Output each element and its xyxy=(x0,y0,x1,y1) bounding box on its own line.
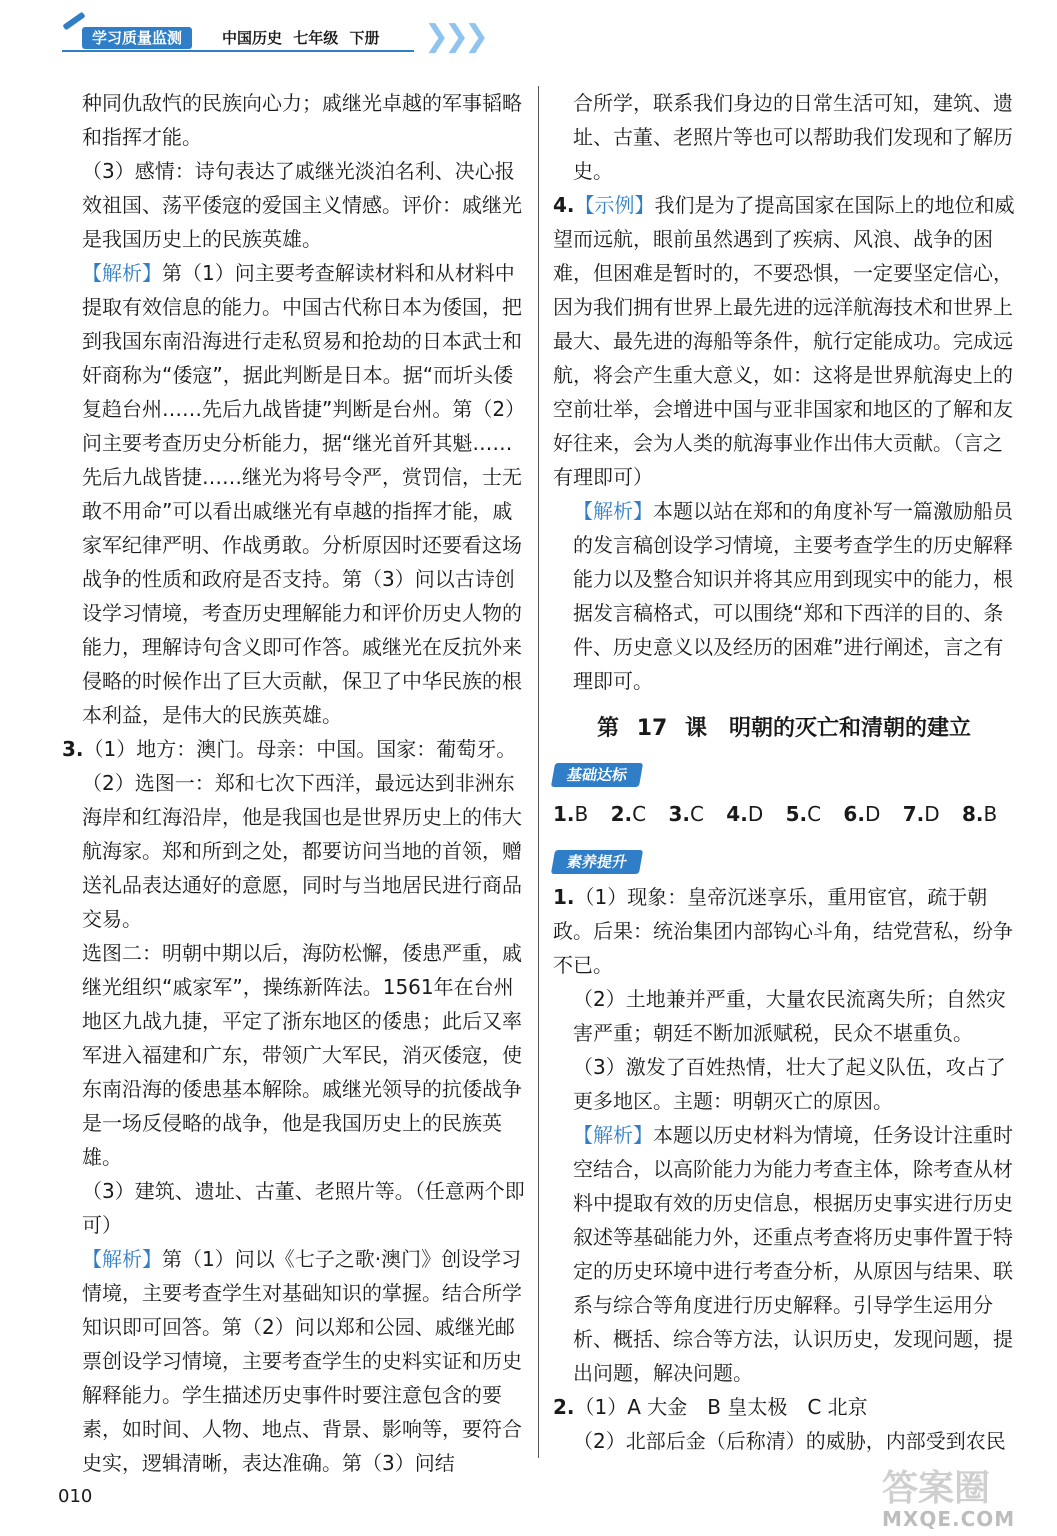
question-3-answer xyxy=(62,732,527,766)
mc-item: 4.D xyxy=(726,802,764,826)
answer-text: （3）激发了百姓热情，壮大了起义队伍，攻占了更多地区。主题：明朝灭亡的原因。 xyxy=(573,1055,1006,1113)
watermark-title: 答案圈 xyxy=(882,1468,991,1509)
column-divider xyxy=(538,86,539,1458)
answer-text: 选图二：明朝中期以后，海防松懈，倭患严重，戚继光组织“戚家军”，操练新阵法。1561年在台州地区九战九捷，平定了浙东地区的倭患；此后又率军进入福建和广东，带领广大军民，消灭倭寇，使东南沿海的倭患基本解除。戚继光领导的抗倭战争是一场反侵略的战争，他是我国历史上的民族英雄。 xyxy=(82,941,522,1169)
mc-item: 5.C xyxy=(785,802,822,826)
analysis-block xyxy=(553,1118,1015,1390)
analysis-block xyxy=(62,1242,527,1480)
example-tag: 【示例】 xyxy=(574,193,655,217)
mc-item: 7.D xyxy=(902,802,940,826)
lesson-title: 第 17 课 明朝的灭亡和清朝的建立 xyxy=(597,716,971,741)
series-badge: 学习质量监测 xyxy=(82,27,192,49)
answer-text: （1）地方：澳门。母亲：中国。国家：葡萄牙。 xyxy=(83,737,517,761)
answer-text: 合所学，联系我们身边的日常生活可知，建筑、遗址、古董、老照片等也可以帮助我们发现和了解历史。 xyxy=(573,91,1013,183)
question-number: 2. xyxy=(553,1395,575,1419)
answer-text: 种同仇敌忾的民族向心力；戚继光卓越的军事韬略和指挥才能。 xyxy=(82,91,522,149)
mc-item: 3.C xyxy=(668,802,704,826)
watermark-logo xyxy=(882,1470,1032,1530)
advanced-question-1 xyxy=(553,880,1015,982)
page-number: 010 xyxy=(58,1486,93,1507)
left-column xyxy=(62,86,527,1480)
question-number: 4. xyxy=(553,193,575,217)
question-number: 1. xyxy=(553,885,575,909)
watermark-url: MXQE.COM xyxy=(882,1507,1016,1531)
advanced-question-2 xyxy=(553,1390,1015,1424)
question-4-answer xyxy=(553,188,1015,494)
multiple-choice-answers xyxy=(553,797,1015,831)
answer-text: （3）感情：诗句表达了戚继光淡泊名利、决心报效祖国、荡平倭寇的爱国主义情感。评价：戚继光是我国历史上的民族英雄。 xyxy=(82,159,522,251)
analysis-tag: 【解析】 xyxy=(82,261,162,285)
question-number: 3. xyxy=(62,737,84,761)
answer-text: （2）北部后金（后称清）的威胁，内部受到农民 xyxy=(573,1429,1006,1453)
volume: 下册 xyxy=(349,29,380,47)
chevron-right-icon: ❯ xyxy=(424,19,450,54)
grade: 七年级 xyxy=(293,29,339,47)
mc-item: 2.C xyxy=(610,802,647,826)
answer-text: （1）A 大金 B 皇太极 C 北京 xyxy=(574,1395,868,1419)
book-info xyxy=(222,27,380,49)
chevron-right-icon: ❯ xyxy=(444,19,470,54)
analysis-text: 第（1）问以《七子之歌·澳门》创设学习情境，主要考查学生对基础知识的掌握。结合所学知识即可回答。第（2）问以郑和公园、戚继光邮票创设学习情境，主要考查学生的史料实证和历史解释能力。学生描述历史事件时要注意包含的要素，如时间、人物、地点、背景、影响等，要符合史实，逻辑清晰，表达准确。第（3）问结 xyxy=(82,1247,522,1475)
answer-text: 我们是为了提高国家在国际上的地位和威望而远航，眼前虽然遇到了疾病、风浪、战争的困难，但困难是暂时的，不要恐惧，一定要坚定信心，因为我们拥有世界上最先进的远洋航海技术和世界上最大、最先进的海船等条件，航行定能成功。完成远航，将会产生重大意义，如：这将是世界航海史上的空前壮举，会增进中国与亚非国家和地区的了解和友好往来，会为人类的航海事业作出伟大贡献。（言之有理即可） xyxy=(553,193,1015,489)
analysis-text: 本题以站在郑和的角度补写一篇激励船员的发言稿创设学习情境，主要考查学生的历史解释能力以及整合知识并将其应用到现实中的能力，根据发言稿格式，可以围绕“郑和下西洋的目的、条件、历史意义以及经历的困难”进行阐述，言之有理即可。 xyxy=(573,499,1013,693)
answer-text: （3）建筑、遗址、古董、老照片等。（任意两个即可） xyxy=(82,1179,525,1237)
section-badge-advanced: 素养提升 xyxy=(551,850,643,874)
mc-item: 1.B xyxy=(553,802,589,826)
subject: 中国历史 xyxy=(222,29,283,47)
analysis-text: 第（1）问主要考查解读材料和从材料中提取有效信息的能力。中国古代称日本为倭国，把到我国东南沿海进行走私贸易和抢劫的日本武士和奸商称为“倭寇”，据此判断是日本。据“而圻头倭复趋台州……先后九战皆捷”判断是台州。第（2）问主要考查历史分析能力，据“继光首歼其魁……先后九战皆捷……继光为将号令严，赏罚信，士无敢不用命”可以看出戚继光有卓越的指挥才能，戚家军纪律严明、作战勇敢。分析原因时还要看这场战争的性质和政府是否支持。第（3）问以古诗创设学习情境，考查历史理解能力和评价历史人物的能力，理解诗句含义即可作答。戚继光在反抗外来侵略的时候作出了巨大贡献，保卫了中华民族的根本利益，是伟大的民族英雄。 xyxy=(82,261,526,727)
analysis-text: 本题以历史材料为情境，任务设计注重时空结合，以高阶能力为能力考查主体，除考查从材料中提取有效的历史信息，根据历史事实进行历史叙述等基础能力外，还重点考查将历史事件置于特定的历史环境中进行考查分析，从原因与结果、联系与综合等角度进行历史解释。引导学生运用分析、概括、综合等方法，认识历史，发现问题，提出问题，解决问题。 xyxy=(573,1123,1013,1385)
answer-text: （2）土地兼并严重，大量农民流离失所；自然灾害严重；朝廷不断加派赋税，民众不堪重负。 xyxy=(573,987,1006,1045)
mc-item: 6.D xyxy=(843,802,881,826)
section-badge-basic: 基础达标 xyxy=(551,763,643,787)
analysis-tag: 【解析】 xyxy=(573,1123,653,1147)
answer-text: （1）现象：皇帝沉迷享乐，重用宦官，疏于朝政。后果：统治集团内部钩心斗角，结党营私，纷争不已。 xyxy=(553,885,1013,977)
answer-text: （2）选图一：郑和七次下西洋，最远达到非洲东海岸和红海沿岸，他是我国也是世界历史上的伟大航海家。郑和所到之处，都要访问当地的首领，赠送礼品表达通好的意愿，同时与当地居民进行商品交易。 xyxy=(82,771,522,931)
chevron-right-icon: ❯ xyxy=(464,19,490,54)
analysis-tag: 【解析】 xyxy=(82,1247,162,1271)
right-column xyxy=(553,86,1015,1458)
analysis-tag: 【解析】 xyxy=(573,499,653,523)
analysis-block xyxy=(62,256,527,732)
analysis-block xyxy=(553,494,1015,698)
page-header xyxy=(0,0,1057,60)
mc-item: 8.B xyxy=(961,802,998,826)
